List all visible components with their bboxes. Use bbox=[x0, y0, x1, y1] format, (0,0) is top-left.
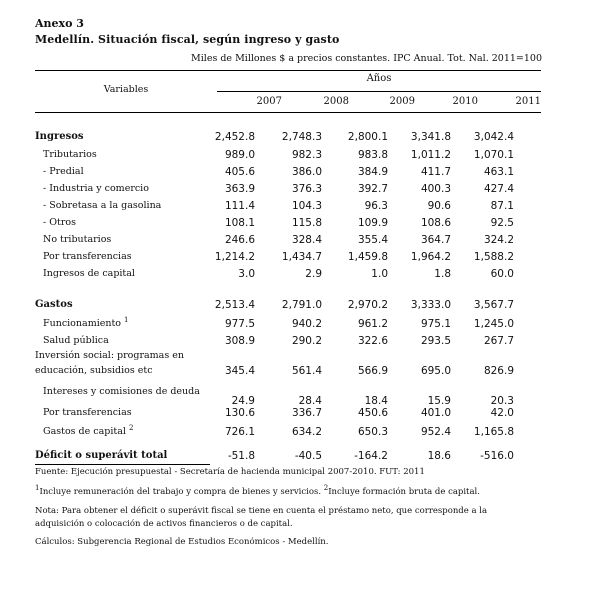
row-label: Por transferencias bbox=[43, 251, 132, 262]
cell-2007: 405.6 bbox=[224, 166, 255, 178]
cell-2009: 1.0 bbox=[371, 268, 388, 280]
cell-2007: 977.5 bbox=[224, 318, 255, 330]
cell-2010: 108.6 bbox=[420, 217, 451, 229]
top-rule bbox=[35, 70, 541, 71]
row-label: Salud pública bbox=[43, 335, 109, 346]
cell-2011: 1,245.0 bbox=[473, 318, 514, 330]
year-header-2009: 2009 bbox=[389, 96, 415, 107]
row-label: - Otros bbox=[43, 217, 76, 228]
cell-2011: -516.0 bbox=[480, 450, 514, 462]
footnote-marker: 1 bbox=[124, 315, 129, 324]
cell-2011: 826.9 bbox=[483, 365, 514, 377]
year-header-2008: 2008 bbox=[323, 96, 349, 107]
cell-2011: 1,165.8 bbox=[473, 426, 514, 438]
cell-2008: 328.4 bbox=[291, 234, 322, 246]
calculos-note: Cálculos: Subgerencia Regional de Estudios Económicos - Medellín. bbox=[35, 537, 329, 547]
cell-2007: 24.9 bbox=[231, 395, 255, 407]
table-row-ingresos bbox=[35, 131, 545, 147]
cell-2009: 322.6 bbox=[357, 335, 388, 347]
cell-2007: 3.0 bbox=[238, 268, 255, 280]
cell-2011: 324.2 bbox=[483, 234, 514, 246]
table-row-no-tributarios bbox=[35, 234, 545, 250]
cell-2011: 1,588.2 bbox=[473, 251, 514, 263]
cell-2010: 975.1 bbox=[420, 318, 451, 330]
row-label: Tributarios bbox=[43, 149, 97, 160]
cell-2011: 463.1 bbox=[483, 166, 514, 178]
row-label: - Predial bbox=[43, 166, 84, 177]
cell-2007: 363.9 bbox=[224, 183, 255, 195]
row-label-line1: Inversión social: programas en bbox=[35, 350, 184, 361]
table-row-transferencias-ingresos bbox=[35, 251, 545, 267]
year-header-2011: 2011 bbox=[515, 96, 541, 107]
cell-2007: 308.9 bbox=[224, 335, 255, 347]
column-group-years: Años bbox=[366, 73, 392, 84]
cell-2011: 427.4 bbox=[483, 183, 514, 195]
table-row-gastos bbox=[35, 299, 545, 315]
row-label bbox=[43, 315, 129, 329]
cell-2010: 1.8 bbox=[434, 268, 451, 280]
cell-2010: 3,341.8 bbox=[410, 131, 451, 143]
table-row-otros bbox=[35, 217, 545, 233]
cell-2011: 267.7 bbox=[483, 335, 514, 347]
cell-2011: 1,070.1 bbox=[473, 149, 514, 161]
units-note: Miles de Millones $ a precios constantes. IPC Anual. Tot. Nal. 2011=100 bbox=[191, 53, 542, 64]
cell-2007: 111.4 bbox=[224, 200, 255, 212]
row-label: No tributarios bbox=[43, 234, 112, 245]
row-label-line2: educación, subsidios etc bbox=[35, 365, 153, 376]
row-label-text: Funcionamiento bbox=[43, 318, 122, 329]
cell-2009: 1,459.8 bbox=[347, 251, 388, 263]
cell-2008: 290.2 bbox=[291, 335, 322, 347]
cell-2009: 566.9 bbox=[357, 365, 388, 377]
cell-2009: -164.2 bbox=[354, 450, 388, 462]
row-label-text: Gastos de capital bbox=[43, 426, 126, 437]
row-label: Intereses y comisiones de deuda bbox=[43, 386, 200, 397]
table-row-funcionamiento bbox=[35, 315, 545, 334]
cell-2010: 400.3 bbox=[420, 183, 451, 195]
footnote-2: Incluye formación bruta de capital. bbox=[328, 487, 480, 497]
footnote-marker-2: 2 bbox=[323, 484, 329, 493]
cell-2011: 20.3 bbox=[490, 395, 514, 407]
cell-2009: 18.4 bbox=[364, 395, 388, 407]
cell-2010: 401.0 bbox=[420, 407, 451, 419]
cell-2009: 2,800.1 bbox=[347, 131, 388, 143]
cell-2007: 989.0 bbox=[224, 149, 255, 161]
cell-2009: 384.9 bbox=[357, 166, 388, 178]
cell-2010: 1,964.2 bbox=[410, 251, 451, 263]
cell-2011: 60.0 bbox=[490, 268, 514, 280]
cell-2007: 345.4 bbox=[224, 365, 255, 377]
table-row-predial bbox=[35, 166, 545, 182]
cell-2009: 355.4 bbox=[357, 234, 388, 246]
cell-2009: 650.3 bbox=[357, 426, 388, 438]
cell-2009: 450.6 bbox=[357, 407, 388, 419]
cell-2010: 411.7 bbox=[420, 166, 451, 178]
year-header-2007: 2007 bbox=[256, 96, 282, 107]
cell-2008: 1,434.7 bbox=[281, 251, 322, 263]
cell-2008: 115.8 bbox=[291, 217, 322, 229]
table-row-salud-publica bbox=[35, 335, 545, 351]
row-label: - Industria y comercio bbox=[43, 183, 149, 194]
footnote-marker-1: 1 bbox=[35, 484, 40, 493]
cell-2011: 42.0 bbox=[490, 407, 514, 419]
cell-2008: 104.3 bbox=[291, 200, 322, 212]
table-row-sobretasa bbox=[35, 200, 545, 216]
cell-2010: 3,333.0 bbox=[410, 299, 451, 311]
cell-2008: 376.3 bbox=[291, 183, 322, 195]
cell-2007: 246.6 bbox=[224, 234, 255, 246]
cell-2010: 15.9 bbox=[427, 395, 451, 407]
annex-label: Anexo 3 bbox=[35, 17, 84, 30]
cell-2011: 87.1 bbox=[490, 200, 514, 212]
table-row-ingresos-capital bbox=[35, 268, 545, 284]
cell-2008: 2.9 bbox=[305, 268, 322, 280]
row-label: Gastos bbox=[35, 299, 73, 310]
cell-2007: -51.8 bbox=[227, 450, 255, 462]
table-title: Medellín. Situación fiscal, según ingreso y gasto bbox=[35, 33, 340, 46]
cell-2009: 392.7 bbox=[357, 183, 388, 195]
deficit-underline bbox=[35, 464, 210, 465]
cell-2011: 92.5 bbox=[490, 217, 514, 229]
cell-2009: 983.8 bbox=[357, 149, 388, 161]
cell-2008: 982.3 bbox=[291, 149, 322, 161]
source-note: Fuente: Ejecución presupuestal - Secretaría de hacienda municipal 2007-2010. FUT: 2011 bbox=[35, 467, 425, 477]
cell-2010: 952.4 bbox=[420, 426, 451, 438]
footnote-marker: 2 bbox=[128, 423, 134, 432]
cell-2009: 2,970.2 bbox=[347, 299, 388, 311]
footnote-1: Incluye remuneración del trabajo y compra de bienes y servicios. bbox=[39, 487, 324, 497]
table-row-gastos-capital bbox=[35, 423, 545, 442]
row-label: Ingresos bbox=[35, 131, 84, 142]
cell-2008: 940.2 bbox=[291, 318, 322, 330]
cell-2010: 1,011.2 bbox=[410, 149, 451, 161]
cell-2007: 108.1 bbox=[224, 217, 255, 229]
cell-2008: 386.0 bbox=[291, 166, 322, 178]
cell-2010: 90.6 bbox=[427, 200, 451, 212]
year-header-2010: 2010 bbox=[452, 96, 478, 107]
row-label: Por transferencias bbox=[43, 407, 132, 418]
cell-2010: 18.6 bbox=[427, 450, 451, 462]
nota-line-2: adquisición o colocación de activos financieros o de capital. bbox=[35, 519, 293, 529]
nota-line-1: Nota: Para obtener el déficit o superávit fiscal se tiene en cuenta el préstamo neto, que corresponde a la bbox=[35, 506, 488, 516]
table-row-inversion-social bbox=[35, 350, 545, 384]
cell-2007: 130.6 bbox=[224, 407, 255, 419]
cell-2011: 3,567.7 bbox=[473, 299, 514, 311]
row-label bbox=[43, 423, 134, 437]
cell-2010: 695.0 bbox=[420, 365, 451, 377]
footnotes bbox=[35, 484, 480, 497]
table-row-industria-comercio bbox=[35, 183, 545, 199]
cell-2009: 961.2 bbox=[357, 318, 388, 330]
cell-2008: 28.4 bbox=[298, 395, 322, 407]
header-bottom-rule bbox=[35, 112, 541, 113]
cell-2008: 634.2 bbox=[291, 426, 322, 438]
years-rule bbox=[217, 91, 541, 92]
cell-2008: -40.5 bbox=[294, 450, 322, 462]
cell-2009: 109.9 bbox=[357, 217, 388, 229]
cell-2008: 336.7 bbox=[291, 407, 322, 419]
cell-2007: 726.1 bbox=[224, 426, 255, 438]
row-label: - Sobretasa a la gasolina bbox=[43, 200, 162, 211]
table-row-tributarios bbox=[35, 149, 545, 165]
row-label: Déficit o superávit total bbox=[35, 450, 168, 461]
cell-2011: 3,042.4 bbox=[473, 131, 514, 143]
cell-2009: 96.3 bbox=[364, 200, 388, 212]
cell-2008: 561.4 bbox=[291, 365, 322, 377]
cell-2007: 2,513.4 bbox=[214, 299, 255, 311]
cell-2008: 2,748.3 bbox=[281, 131, 322, 143]
cell-2007: 1,214.2 bbox=[214, 251, 255, 263]
row-label: Ingresos de capital bbox=[43, 268, 135, 279]
table-row-transferencias-gastos bbox=[35, 407, 545, 423]
cell-2010: 293.5 bbox=[420, 335, 451, 347]
column-header-variables: Variables bbox=[103, 84, 149, 95]
cell-2010: 364.7 bbox=[420, 234, 451, 246]
cell-2007: 2,452.8 bbox=[214, 131, 255, 143]
cell-2008: 2,791.0 bbox=[281, 299, 322, 311]
